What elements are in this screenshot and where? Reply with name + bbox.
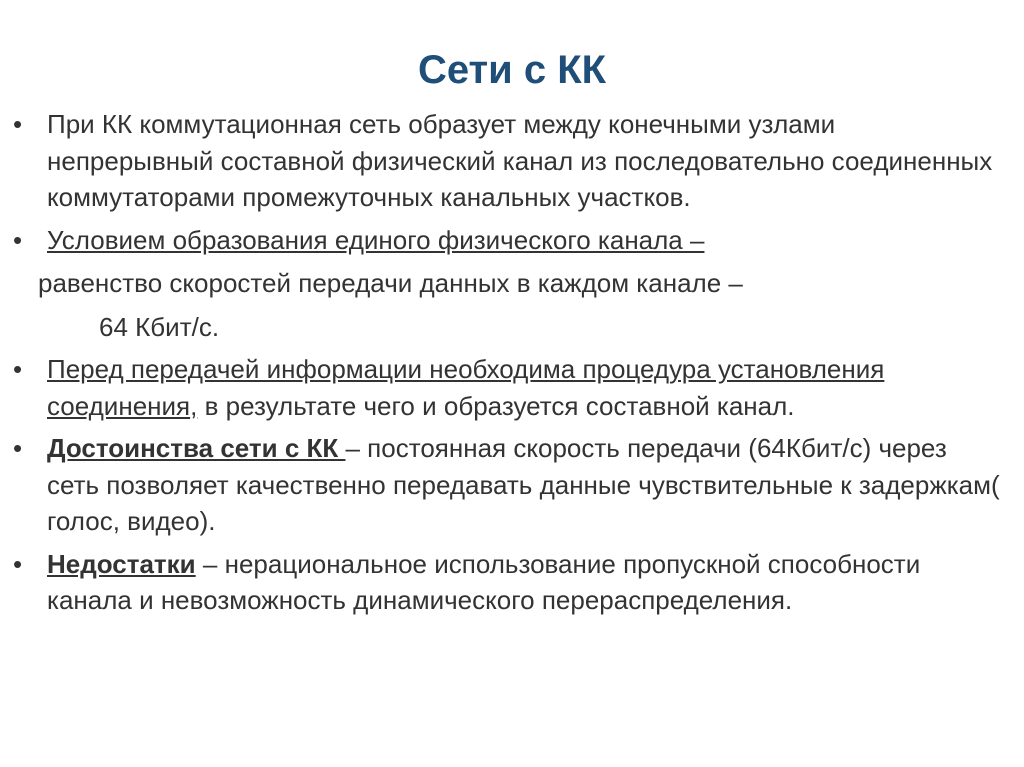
bullet-item-4 xyxy=(0,430,1004,540)
bullet-dot-icon: • xyxy=(13,109,23,139)
bullet-dot-icon: • xyxy=(13,354,23,384)
bullet-4-heading: Достоинства сети с КК xyxy=(47,433,346,463)
bullet-2-underlined: Условием образования единого физического канала – xyxy=(47,224,705,255)
bullet-list xyxy=(0,106,1024,619)
bullet-1-text: При КК коммутационная сеть образует между конечными узлами непрерывный составной физический канал из последовательно соединенных коммутаторами промежуточных канальных участков. xyxy=(47,109,993,212)
bullet-4-rest: – постоянная скорость передачи (64Кбит/с) через сеть позволяет качественно передавать данные чувствительные к задержкам( голос, видео). xyxy=(47,433,1000,536)
bullet-item-5 xyxy=(0,546,1004,619)
bullet-2-continuation-2: 64 Кбит/с. xyxy=(99,311,220,342)
bullet-dot-icon: • xyxy=(13,224,23,255)
bullet-item-2 xyxy=(0,222,1004,259)
bullet-3-underlined: Перед передачей информации необходима процедура установления соединения xyxy=(47,354,885,421)
bullet-5-rest: – нерациональное использование пропускной способности канала и невозможность динамического перераспределения. xyxy=(47,548,921,615)
bullet-dot-icon: • xyxy=(13,433,23,463)
bullet-3-rest: в результате чего и образуется составной канал. xyxy=(197,390,795,421)
bullet-3-comma: , xyxy=(190,390,198,421)
slide-title: Сети с КК xyxy=(417,48,607,92)
bullet-dot-icon: • xyxy=(13,548,23,579)
bullet-5-heading: Недостатки xyxy=(47,548,196,579)
bullet-item-3 xyxy=(0,351,1004,424)
bullet-item-1 xyxy=(0,106,1004,216)
bullet-2-continuation-1: равенство скоростей передачи данных в каждом канале – xyxy=(38,268,743,298)
